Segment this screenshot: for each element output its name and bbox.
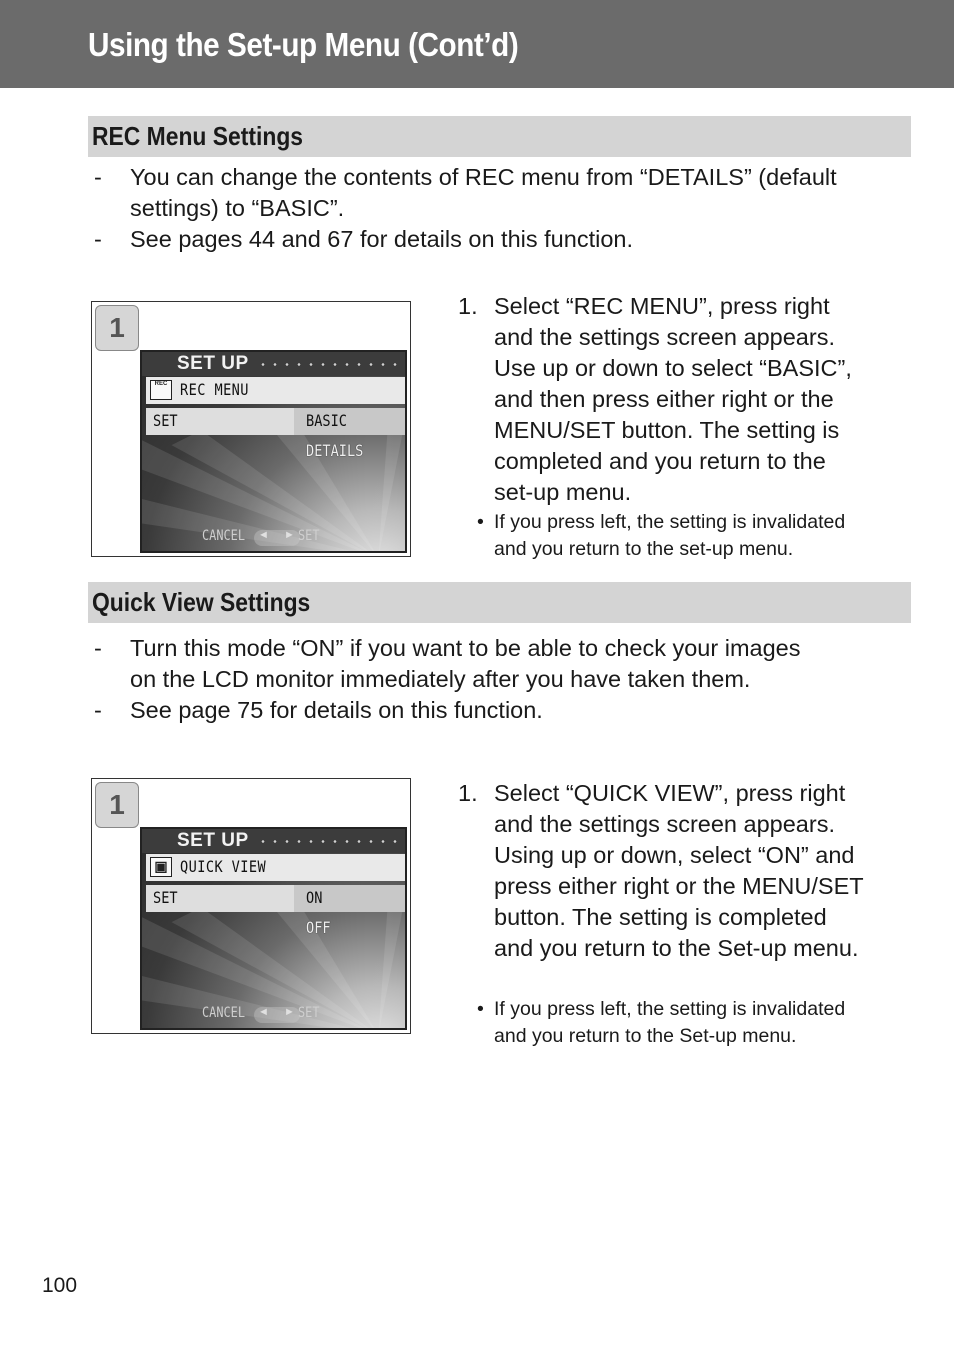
page-title: Using the Set-up Menu (Cont’d) — [88, 26, 519, 63]
lcd-footer — [202, 1005, 402, 1025]
note-line: and you return to the set-up menu. — [494, 538, 794, 560]
rec-menu-icon: REC — [150, 380, 172, 400]
dash-marker: - — [94, 697, 102, 723]
lcd-cancel-label: CANCEL — [202, 1005, 245, 1021]
lcd-set-footer-label: SET — [298, 528, 320, 544]
note-body — [477, 996, 917, 1050]
step-line: Use up or down to select “BASIC”, — [494, 355, 852, 381]
lcd-selected-option-label: BASIC — [306, 411, 347, 430]
step-number: 1. — [458, 780, 478, 806]
step-number: 1. — [458, 293, 478, 319]
note-line: and you return to the Set-up menu. — [494, 1025, 797, 1047]
lcd-set-label: SET — [153, 888, 178, 907]
bullet-line: settings) to “BASIC”. — [130, 195, 345, 221]
bullet-line: on the LCD monitor immediately after you have taken them. — [130, 666, 751, 692]
bullet-line: See page 75 for details on this function. — [130, 697, 543, 723]
lcd-screen — [140, 350, 407, 553]
note — [477, 996, 917, 1050]
lcd-figure — [91, 778, 411, 1034]
lcd-set-label: SET — [153, 411, 178, 430]
lcd-title-bar — [142, 829, 405, 853]
step-body — [458, 291, 918, 508]
lcd-dotted-rule — [257, 363, 402, 366]
note-line: If you press left, the setting is invalidated — [494, 511, 846, 533]
step-body — [458, 778, 918, 964]
section-heading-quick-view — [88, 582, 911, 623]
lcd-set-row — [146, 885, 405, 912]
dash-marker: - — [94, 635, 102, 661]
page-number: 100 — [42, 1274, 78, 1297]
note — [477, 509, 917, 563]
arrow-right-icon: ► — [284, 1006, 295, 1018]
bullet-item — [88, 224, 918, 255]
lcd-set-footer-label: SET — [298, 1005, 320, 1021]
step-line: MENU/SET button. The setting is — [494, 417, 840, 443]
lcd-title-bar — [142, 352, 405, 376]
section-heading-rec-menu — [88, 116, 911, 157]
step-line: completed and you return to the — [494, 448, 826, 474]
step-badge: 1 — [95, 782, 139, 828]
lcd-menu-item-label: REC MENU — [180, 380, 249, 399]
step-line: and you return to the Set-up menu. — [494, 935, 859, 961]
lcd-screen — [140, 827, 407, 1030]
note-bullet: • — [477, 511, 484, 533]
step-line: Select “REC MENU”, press right — [494, 293, 830, 319]
lcd-title: SET UP — [177, 830, 249, 851]
note-bullet: • — [477, 998, 484, 1020]
step-instructions — [458, 291, 918, 508]
lcd-dotted-rule — [257, 840, 402, 843]
lcd-other-option: OFF — [306, 918, 331, 937]
lcd-menu-item — [146, 854, 405, 881]
step-line: Using up or down, select “ON” and — [494, 842, 855, 868]
bullet-line: Turn this mode “ON” if you want to be able to check your images — [130, 635, 801, 661]
note-line: If you press left, the setting is invalidated — [494, 998, 846, 1020]
header-band — [0, 0, 954, 88]
arrow-right-icon: ► — [284, 529, 295, 541]
bullet-line: See pages 44 and 67 for details on this function. — [130, 226, 633, 252]
step-line: and the settings screen appears. — [494, 811, 835, 837]
lcd-menu-item — [146, 377, 405, 404]
bullet-list — [88, 162, 918, 255]
lcd-title: SET UP — [177, 353, 249, 374]
dash-marker: - — [94, 164, 102, 190]
dash-marker: - — [94, 226, 102, 252]
lcd-selected-option — [294, 408, 405, 435]
bullet-line: You can change the contents of REC menu from “DETAILS” (default — [130, 164, 837, 190]
step-badge: 1 — [95, 305, 139, 351]
lcd-cancel-label: CANCEL — [202, 528, 245, 544]
step-line: Select “QUICK VIEW”, press right — [494, 780, 846, 806]
quick-view-icon: ▣ — [150, 857, 172, 877]
step-instructions — [458, 778, 918, 964]
lcd-figure — [91, 301, 411, 557]
arrow-left-icon: ◄ — [258, 529, 269, 541]
lcd-footer — [202, 528, 402, 548]
note-body — [477, 509, 917, 563]
step-line: and the settings screen appears. — [494, 324, 835, 350]
bullet-item — [88, 162, 918, 224]
step-line: and then press either right or the — [494, 386, 834, 412]
bullet-list — [88, 633, 918, 726]
bullet-item — [88, 633, 918, 695]
section-title: REC Menu Settings — [92, 121, 304, 151]
arrow-left-icon: ◄ — [258, 1006, 269, 1018]
lcd-menu-item-label: QUICK VIEW — [180, 857, 267, 876]
step-line: set-up menu. — [494, 479, 632, 505]
step-line: button. The setting is completed — [494, 904, 827, 930]
lcd-set-row — [146, 408, 405, 435]
lcd-selected-option — [294, 885, 405, 912]
section-title: Quick View Settings — [92, 587, 311, 617]
lcd-selected-option-label: ON — [306, 888, 323, 907]
bullet-item — [88, 695, 918, 726]
lcd-other-option: DETAILS — [306, 441, 364, 460]
step-line: press either right or the MENU/SET — [494, 873, 864, 899]
